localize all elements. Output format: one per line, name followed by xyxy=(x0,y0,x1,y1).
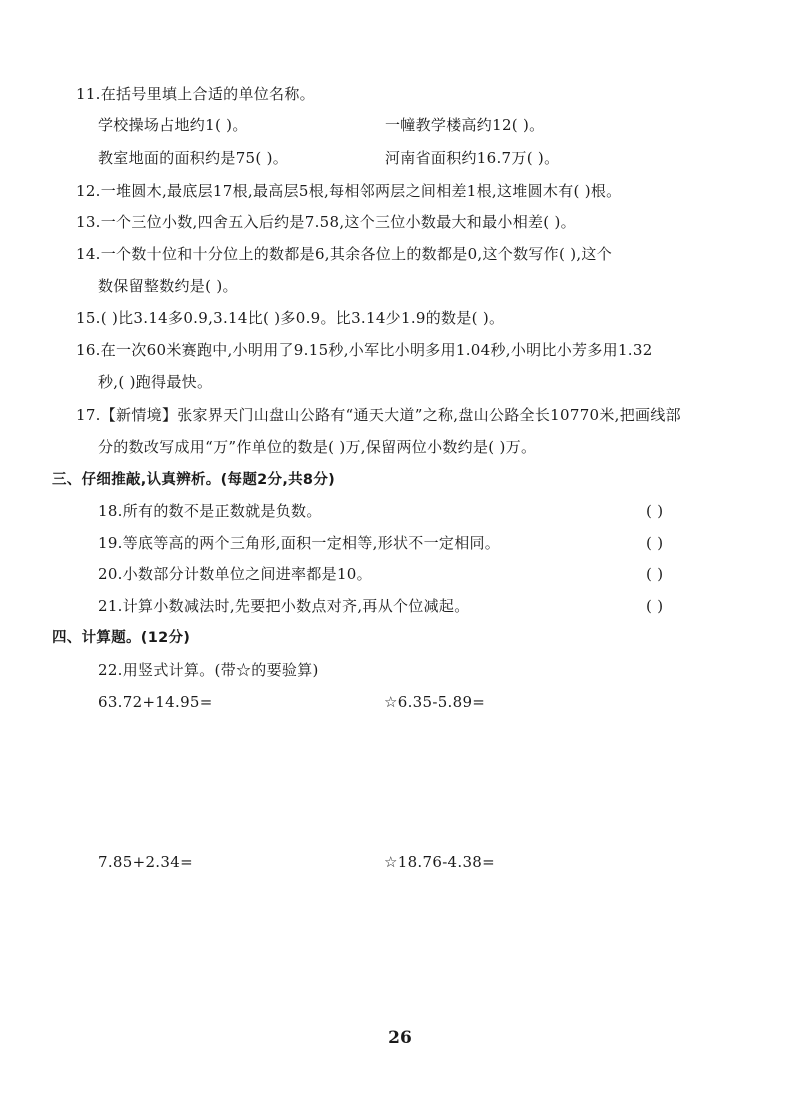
q14-line2: 数保留整数约是( )。 xyxy=(98,277,238,295)
section-3-heading: 三、仔细推敲,认真辨析。(每题2分,共8分) xyxy=(52,472,336,488)
q22-expr-1: 63.72+14.95= xyxy=(98,693,213,711)
section-4-heading: 四、计算题。(12分) xyxy=(52,630,191,646)
q14-line1: 14.一个数十位和十分位上的数都是6,其余各位上的数都是0,这个数写作( ),这个 xyxy=(76,245,613,263)
page-number: 26 xyxy=(388,1028,412,1048)
q11-c: 教室地面的面积约是75( )。 xyxy=(98,149,289,167)
q22-title: 22.用竖式计算。(带☆的要验算) xyxy=(98,661,319,679)
q11-b: 一幢教学楼高约12( )。 xyxy=(385,116,545,134)
q15: 15.( )比3.14多0.9,3.14比( )多0.9。比3.14少1.9的数是( )。 xyxy=(76,309,505,327)
q17-line2: 分的数改写成用“万”作单位的数是( )万,保留两位小数约是( )万。 xyxy=(98,438,537,456)
q22-expr-4: ☆18.76-4.38= xyxy=(384,853,496,871)
q22-expr-2: ☆6.35-5.89= xyxy=(384,693,486,711)
q11-title: 11.在括号里填上合适的单位名称。 xyxy=(76,85,315,103)
q16-line2: 秒,( )跑得最快。 xyxy=(98,373,213,391)
q18-text: 18.所有的数不是正数就是负数。 xyxy=(98,502,322,520)
q11-d: 河南省面积约16.7万( )。 xyxy=(385,149,560,167)
q13: 13.一个三位小数,四舍五入后约是7.58,这个三位小数最大和最小相差( )。 xyxy=(76,213,576,231)
q20-answer-paren[interactable]: ( ) xyxy=(646,565,664,583)
q11-a: 学校操场占地约1( )。 xyxy=(98,116,248,134)
q16-line1: 16.在一次60米赛跑中,小明用了9.15秒,小军比小明多用1.04秒,小明比小芳多用1.32 xyxy=(76,341,653,359)
q18-answer-paren[interactable]: ( ) xyxy=(646,502,664,520)
q19-text: 19.等底等高的两个三角形,面积一定相等,形状不一定相同。 xyxy=(98,534,501,552)
q22-expr-3: 7.85+2.34= xyxy=(98,853,193,871)
q17-line1: 17.【新情境】张家界天门山盘山公路有“通天大道”之称,盘山公路全长10770米,把画线部 xyxy=(76,406,681,424)
q12: 12.一堆圆木,最底层17根,最高层5根,每相邻两层之间相差1根,这堆圆木有( )根。 xyxy=(76,182,622,200)
q19-answer-paren[interactable]: ( ) xyxy=(646,534,664,552)
q21-text: 21.计算小数减法时,先要把小数点对齐,再从个位减起。 xyxy=(98,597,470,615)
q20-text: 20.小数部分计数单位之间进率都是10。 xyxy=(98,565,372,583)
q21-answer-paren[interactable]: ( ) xyxy=(646,597,664,615)
